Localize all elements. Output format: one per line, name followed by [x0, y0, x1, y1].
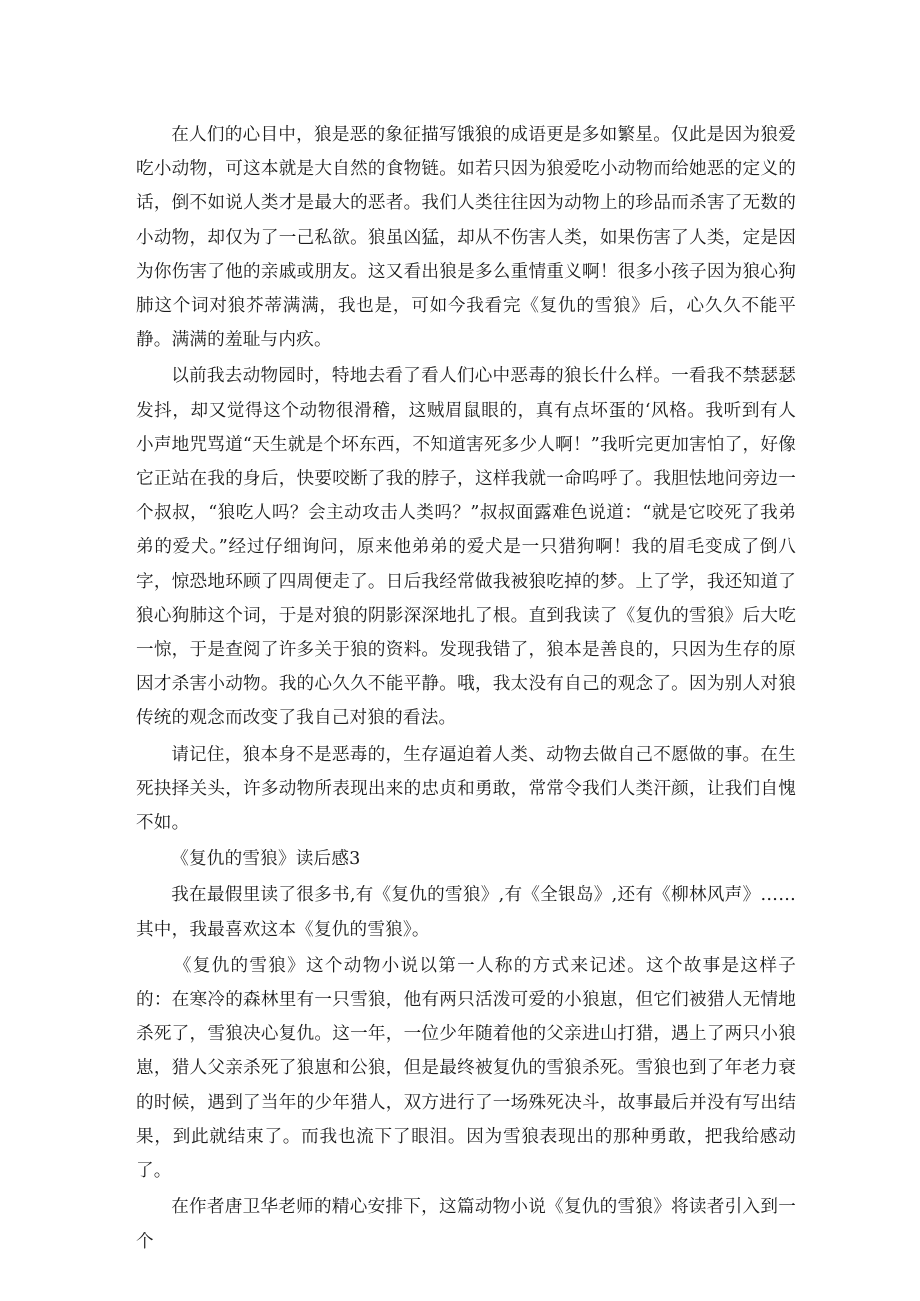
- paragraph-6: 在作者唐卫华老师的精心安排下，这篇动物小说《复仇的雪狼》将读者引入到一个: [136, 1197, 796, 1252]
- paragraph-3: 请记住，狼本身不是恶毒的，生存逼迫着人类、动物去做自己不愿做的事。在生死抉择关头，许多动物所表现出来的忠贞和勇敢，常常令我们人类汗颜，让我们自愧不如。: [136, 744, 796, 834]
- paragraph-4: 我在最假里读了很多书,有《复仇的雪狼》,有《全银岛》,还有《柳林风声》……其中，我最喜欢这本《复仇的雪狼》。: [136, 885, 796, 940]
- document-body: [136, 118, 796, 1259]
- paragraph-1: 在人们的心目中，狼是恶的象征描写饿狼的成语更是多如繁星。仅此是因为狼爱吃小动物，可这本就是大自然的食物链。如若只因为狼爱吃小动物而给她恶的定义的话，倒不如说人类才是最大的恶者。我们人类往往因为动物上的珍品而杀害了无数的小动物，却仅为了一己私欲。狼虽凶猛，却从不伤害人类，如果伤害了人类，定是因为你伤害了他的亲戚或朋友。这又看出狼是多么重情重义啊！很多小孩子因为狼心狗肺这个词对狼芥蒂满满，我也是，可如今我看完《复仇的雪狼》后，心久久不能平静。满满的羞耻与内疚。: [136, 125, 796, 351]
- paragraph-2: 以前我去动物园时，特地去看了看人们心中恶毒的狼长什么样。一看我不禁瑟瑟发抖，却又觉得这个动物很滑稽，这贼眉鼠眼的，真有点坏蛋的‘风格。我听到有人小声地咒骂道“天生就是个坏东西，不知道害死多少人啊！”我听完更加害怕了，好像它正站在我的身后，快要咬断了我的脖子，这样我就一命呜呼了。我胆怯地问旁边一个叔叔，“狼吃人吗？会主动攻击人类吗？”叔叔面露难色说道：“就是它咬死了我弟弟的爱犬。”经过仔细询问，原来他弟弟的爱犬是一只猎狗啊！我的眉毛变成了倒八字，惊恐地环顾了四周便走了。日后我经常做我被狼吃掉的梦。上了学，我还知道了狼心狗肺这个词，于是对狼的阴影深深地扎了根。直到我读了《复仇的雪狼》后大吃一惊，于是查阅了许多关于狼的资料。发现我错了，狼本是善良的，只因为生存的原因才杀害小动物。我的心久久不能平静。哦，我太没有自己的观念了。因为别人对狼传统的观念而改变了我自己对狼的看法。: [136, 366, 796, 729]
- section-heading: 《复仇的雪狼》读后感3: [171, 849, 361, 870]
- paragraph-5: 《复仇的雪狼》这个动物小说以第一人称的方式来记述。这个故事是这样子的：在寒冷的森林里有一只雪狼，他有两只活泼可爱的小狼崽，但它们被猎人无情地杀死了，雪狼决心复仇。这一年，一位少年随着他的父亲进山打猎，遇上了两只小狼崽，猎人父亲杀死了狼崽和公狼，但是最终被复仇的雪狼杀死。雪狼也到了年老力衰的时候，遇到了当年的少年猎人，双方进行了一场殊死决斗，故事最后并没有写出结果，到此就结束了。而我也流下了眼泪。因为雪狼表现出的那种勇敢，把我给感动了。: [136, 955, 796, 1182]
